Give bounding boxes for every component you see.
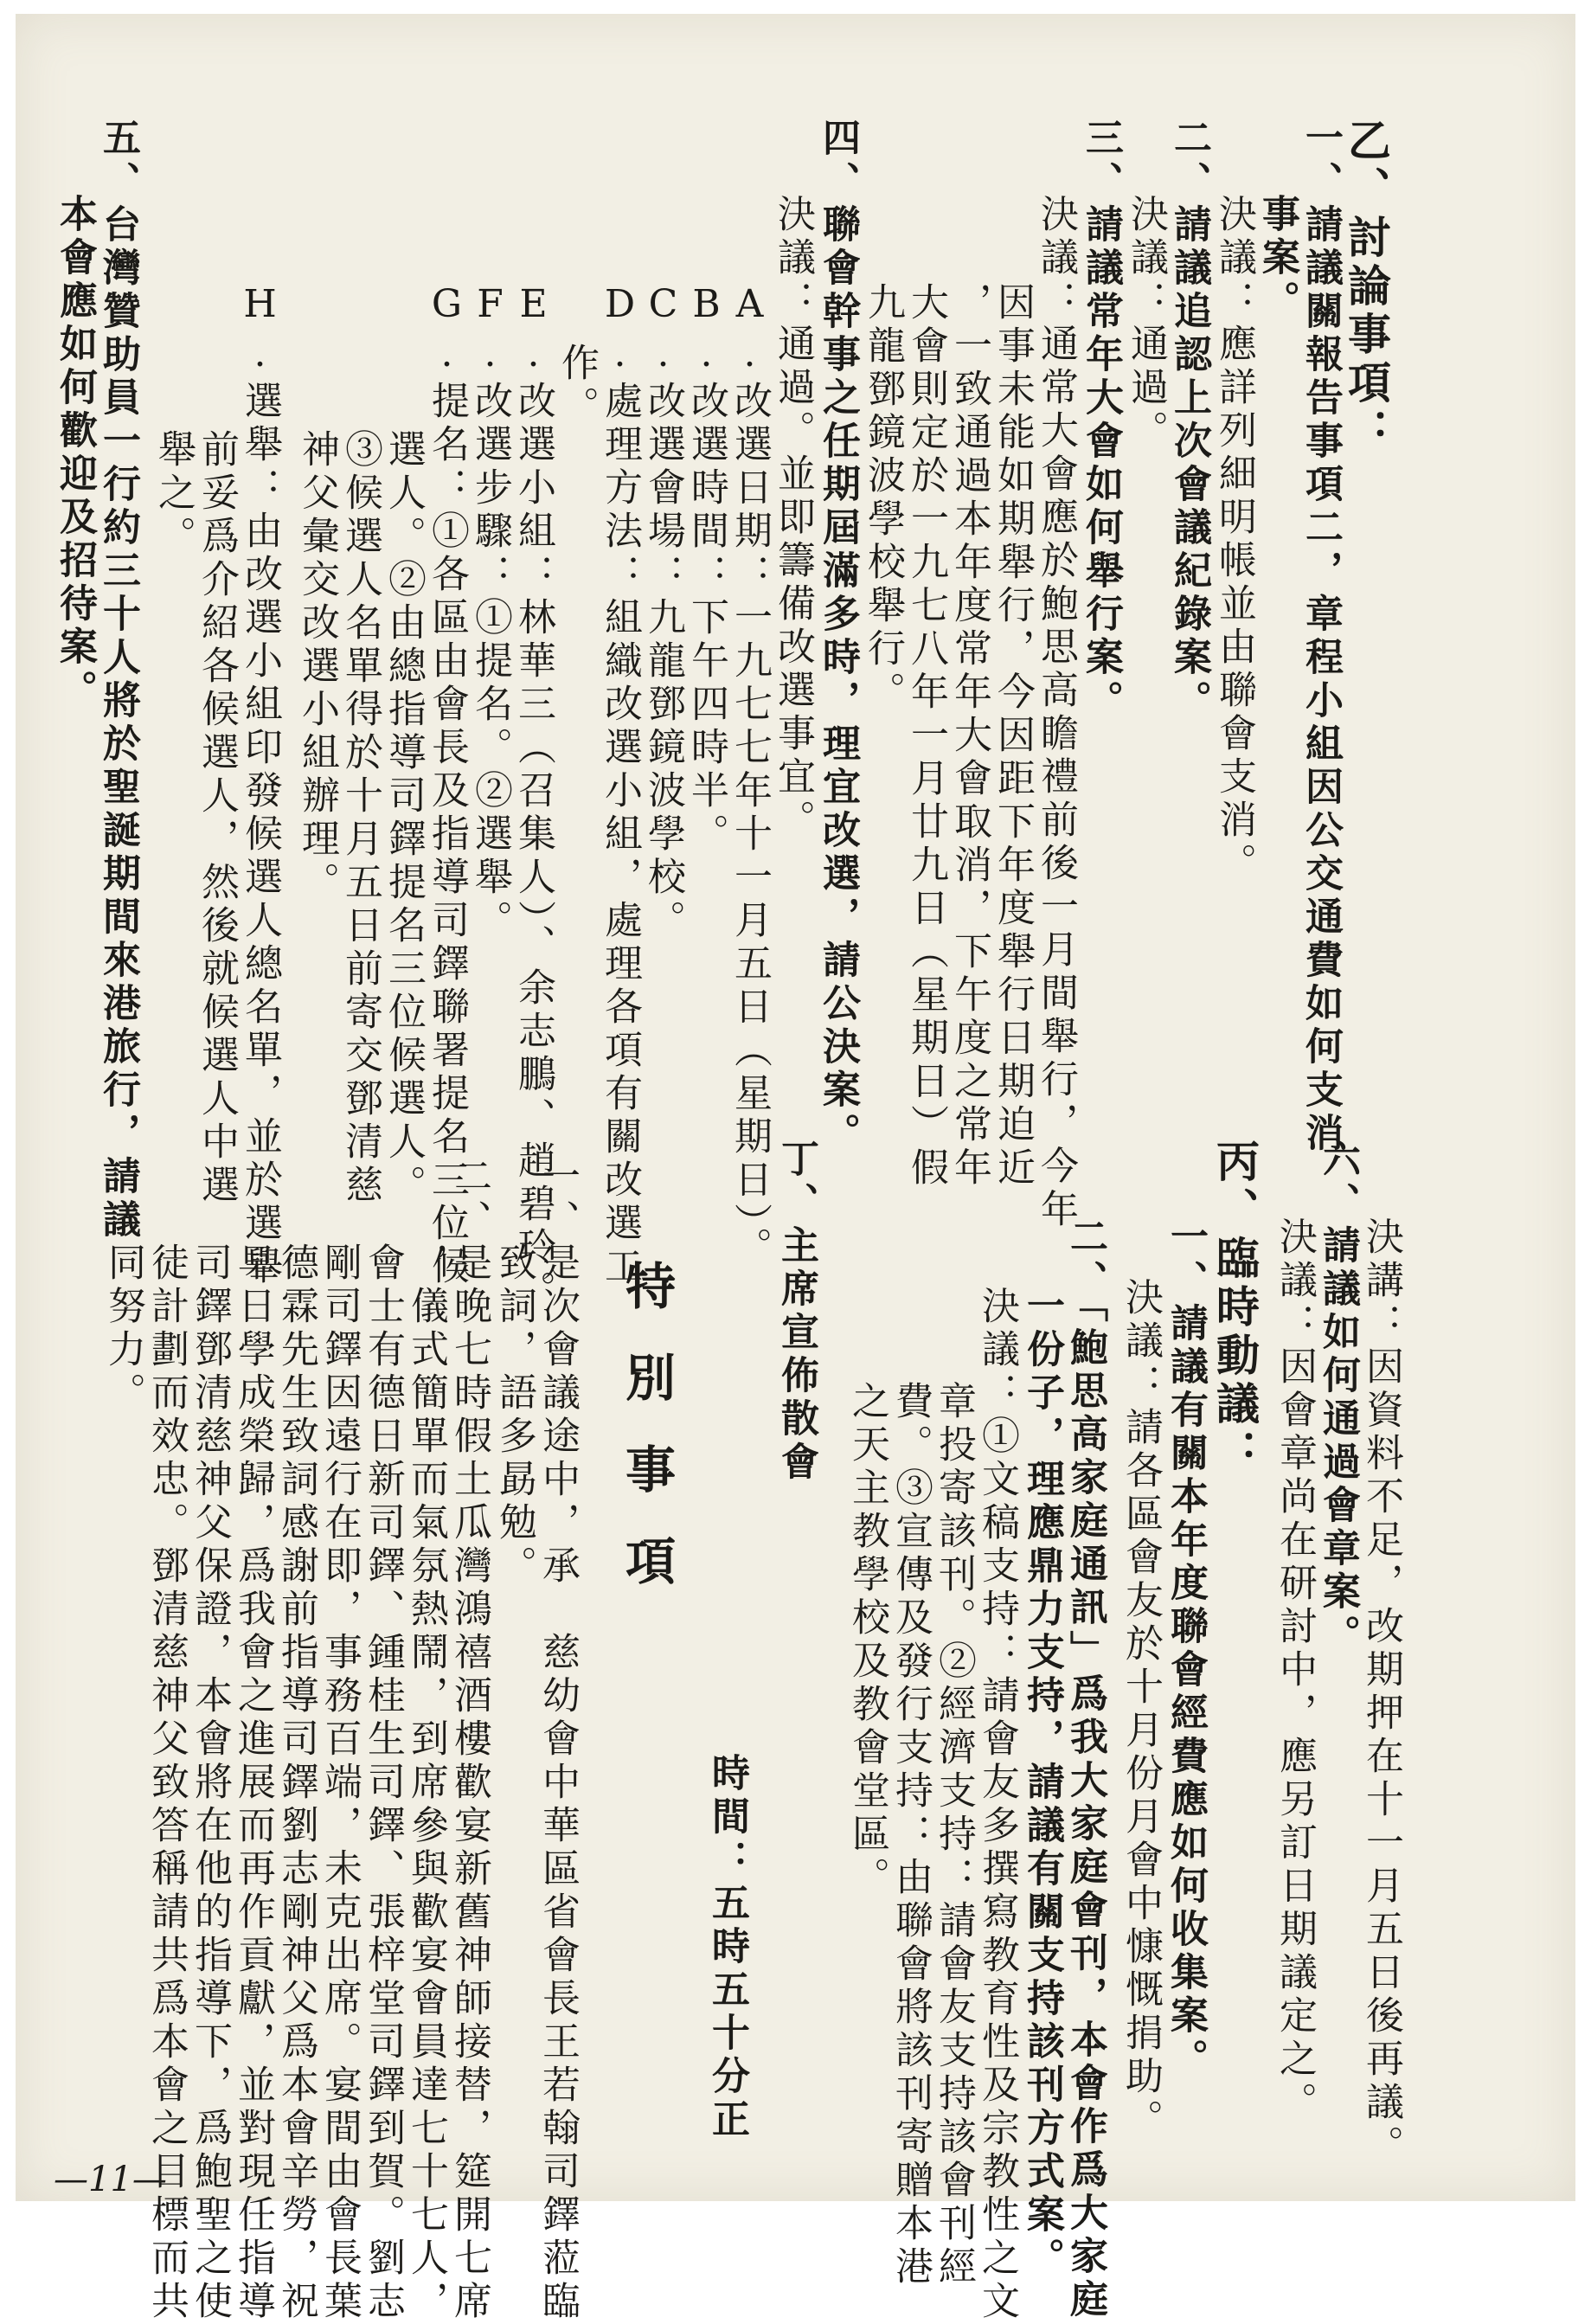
item-4-resolution: 決議：通過。並即籌備改選事宜。 — [771, 194, 815, 843]
motion-2-resolution-1: 決議：①文稿支持：請會友多撰寫教育性及宗教性之文 — [975, 1286, 1019, 2324]
item-3-resolution-1: 決議：通常大會應於鮑思高瞻禮前後一月間舉行，今年 — [1034, 194, 1078, 1232]
item-3-resolution-3: ，一致通過本年度常年大會取消，下午度之常年 — [947, 282, 991, 1191]
item-4-d-cont: 作。 — [555, 343, 599, 429]
special-2-cont-6: 司鐸鄧清慈神父保證，本會將在他的指導下，爲鮑聖之使 — [188, 1242, 232, 2324]
item-4-b: B.改選時間：下午四時半。 — [684, 282, 728, 857]
special-2-cont-1: ，儀式簡單而氣氛熱鬧，到席參與歡宴會員達七十七人， — [404, 1242, 448, 2324]
special-2-cont-5: 早日學成榮歸，爲我會之進展而再作貢獻，並對現任指導 — [231, 1242, 275, 2324]
special-1-cont: 致詞，語多勗勉。 — [492, 1242, 536, 1589]
item-4-e: E.改選小組：林華三（召集人）、余志鵬、趙碧玲。 — [511, 282, 555, 1313]
special-2-cont-7: 徒計劃而效忠。鄧清慈神父致答稱請共爲本會之目標而共 — [144, 1242, 189, 2324]
motion-2-resolution-4: 之天主教學校及教會堂區。 — [845, 1381, 889, 1900]
heading-motions: 丙、臨時動議： — [1209, 1139, 1261, 1478]
special-1: 一、是次會議途中，承 慈幼會中華區省會長王若翰司鐸蒞臨 — [536, 1156, 580, 2324]
special-2-cont-2: 會士有德日新司鐸、鍾桂生司鐸、張梓堂司鐸到賀。劉志 — [361, 1242, 405, 2324]
item-2-resolution: 決議：通過。 — [1124, 194, 1168, 453]
heading-special: 特別事項 — [617, 1260, 676, 1627]
item-3-resolution-2: 因事未能如期舉行，今因距下年度舉行日期迫近 — [991, 282, 1035, 1191]
item-1-title: 一、請議關報告事項二，章程小組因公交通費如何支消 — [1299, 118, 1343, 1156]
motion-2-title: 二、「鮑思高家庭通訊」爲我大家庭會刊，本會作爲大家庭 — [1063, 1217, 1107, 2322]
motion-1-resolution: 決議：請各區會友於十月份月會中慷慨捐助。 — [1119, 1277, 1163, 2142]
item-1-title-cont: 事案。 — [1255, 194, 1299, 324]
special-2-cont-4: 德霖先生致詞感謝前指導司鐸劉志剛神父爲本會辛勞，祝 — [274, 1242, 318, 2324]
item-4-g: G.提名：①各區由會長及指導司鐸聯署提名三位候 — [425, 282, 469, 1289]
item-4-h-cont-2: 舉之。 — [151, 429, 196, 559]
item-6-resolution: 決議：因會章尚在研討中，應另訂日期議定之。 — [1273, 1217, 1317, 2125]
item-5-resolution: 決講：因資料不足，改期押在十一月五日後再議。 — [1359, 1217, 1403, 2168]
item-4-g-cont-1: 選人。②由總指導司鐸提名三位候選人。 — [382, 429, 426, 1208]
item-4-title: 四、聯會幹事之任期屆滿多時，理宜改選，請公決案。 — [816, 118, 860, 1156]
item-4-c: C.改選會場：九龍鄧鏡波學校。 — [641, 282, 685, 943]
adjourn-time: 時間：五時五十分正 — [705, 1753, 749, 2142]
special-2-cont-8: 同努力。 — [101, 1242, 145, 1416]
page-number: —11— — [54, 2160, 167, 2199]
item-4-h: H.選舉：由改選小組印發候選人總名單，並於選舉 — [238, 282, 282, 1289]
item-4-g-cont-2: ③候選人名單得於十月五日前寄交鄧清慈 — [338, 429, 382, 1208]
motion-1-title: 一、請議有關本年度聯會經費應如何收集案。 — [1164, 1217, 1208, 2082]
item-3-resolution-5: 九龍鄧鏡波學校舉行。 — [861, 282, 905, 715]
item-1-resolution: 決議：應詳列細明帳並由聯會支消。 — [1212, 194, 1256, 886]
item-3-title: 三、請議常年大會如何舉行案。 — [1079, 118, 1123, 723]
item-4-f: F.改選步驟：①提名。②選舉。 — [468, 282, 512, 943]
heading-adjourn: 丁、主席宣佈散會 — [774, 1139, 818, 1485]
document-page — [16, 14, 1575, 2324]
item-4-h-cont-1: 前妥爲介紹各候選人，然後就候選人中選 — [195, 429, 239, 1208]
item-5-title: 五、台灣贊助員一行約三十人將於聖誕期間來港旅行，請議 — [96, 118, 140, 1242]
item-4-d: D.處理方法：組織改選小組，處理各項有關改選工 — [598, 282, 642, 1289]
heading-discussion: 乙、討論事項： — [1341, 118, 1392, 457]
item-3-resolution-4: 大會則定於一九七八年一月廿九日（星期日）假 — [904, 282, 948, 1191]
item-5-title-cont: 本會應如何歡迎及招待案。 — [53, 194, 97, 713]
item-4-a: A.改選日期：一九七七年十一月五日（星期日）。 — [728, 282, 772, 1270]
motion-2-resolution-3: 費。③宣傳及發行支持：由聯會將該刊寄贈本港 — [889, 1381, 933, 2289]
special-2-cont-3: 剛司鐸因遠行在即，事務百端，未克出席。宴間由會長葉 — [318, 1242, 362, 2324]
special-2: 二、是晚七時假土瓜灣鴻禧酒樓歡宴新舊神師接替，筵開七席 — [447, 1156, 491, 2324]
item-6-title: 六、請議如何通過會章案。 — [1316, 1139, 1360, 1658]
motion-2-resolution-2: 章投寄該刊。②經濟支持：請會友支持該會刊經 — [932, 1381, 976, 2289]
item-2-title: 二、請議追認上次會議紀錄案。 — [1167, 118, 1211, 723]
item-4-g-cont-3: 神父彙交改選小組辦理。 — [295, 429, 339, 905]
motion-2-title-cont: 一份子，理應鼎力支持，請議有關支持該刊方式案。 — [1020, 1286, 1064, 2281]
